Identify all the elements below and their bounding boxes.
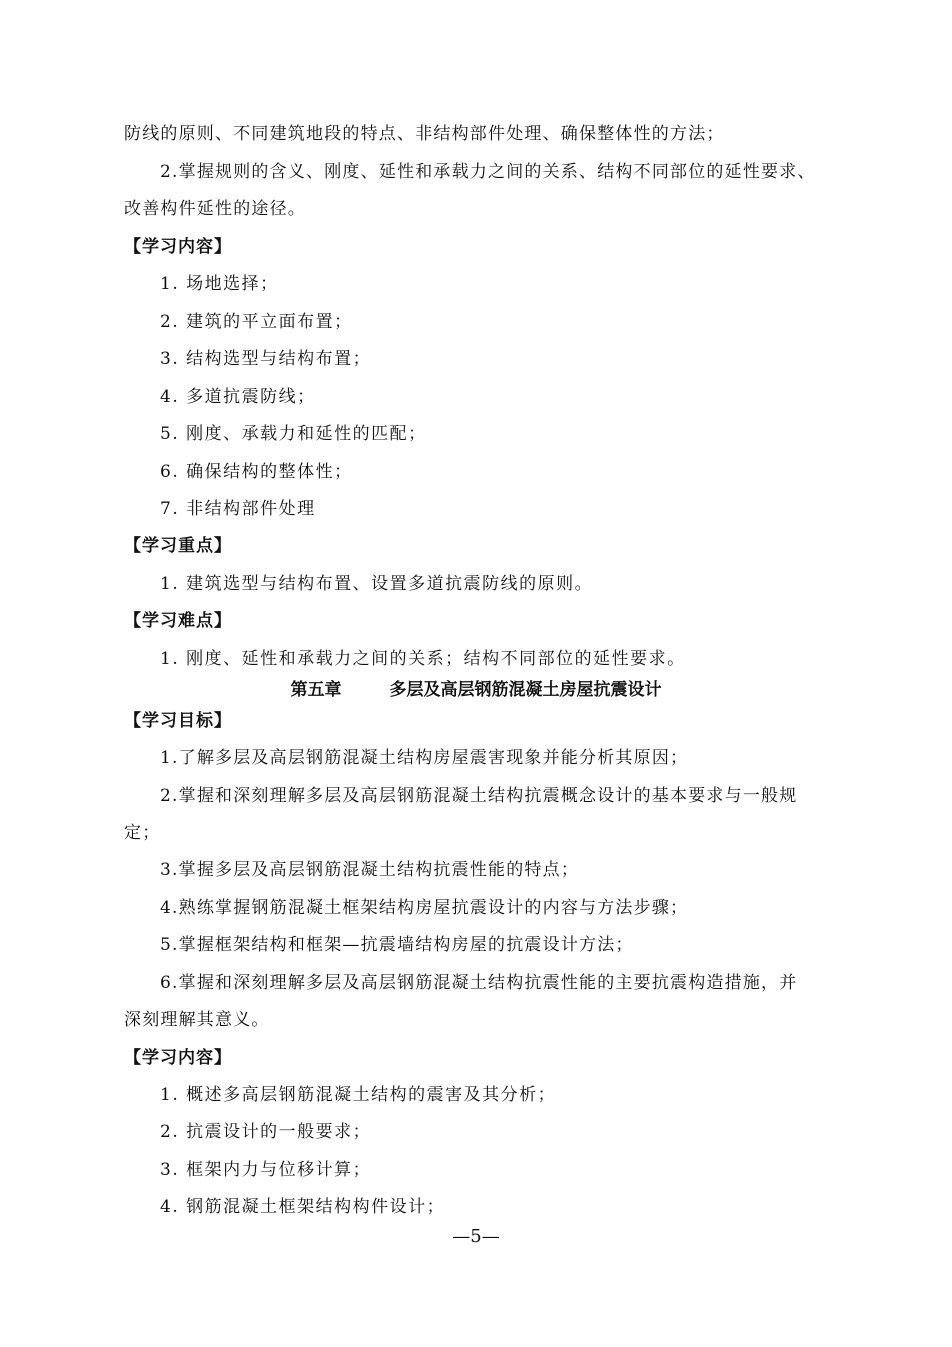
chapter-number: 第五章	[290, 680, 342, 700]
list-item: 1. 刚度、延性和承载力之间的关系；结构不同部位的延性要求。	[160, 649, 686, 669]
text-line: 5.掌握框架结构和框架—抗震墙结构房屋的抗震设计方法；	[160, 935, 634, 955]
list-item: 6. 确保结构的整体性；	[160, 462, 353, 482]
page-number: —5—	[452, 1226, 500, 1247]
list-item: 1. 场地选择；	[160, 274, 279, 294]
chapter-title	[0, 678, 952, 702]
text-line: 3.掌握多层及高层钢筋混凝土结构抗震性能的特点；	[160, 860, 580, 880]
text-line: 定；	[124, 823, 161, 843]
section-heading: 【学习内容】	[124, 1048, 232, 1068]
list-item: 3. 结构选型与结构布置；	[160, 349, 372, 369]
text-line: 1.了解多层及高层钢筋混凝土结构房屋震害现象并能分析其原因；	[160, 748, 689, 768]
text-line: 改善构件延性的途径。	[124, 199, 306, 219]
text-line: 6.掌握和深刻理解多层及高层钢筋混凝土结构抗震性能的主要抗震构造措施，并	[160, 973, 798, 993]
list-item: 1. 概述多高层钢筋混凝土结构的震害及其分析；	[160, 1085, 557, 1105]
section-heading: 【学习内容】	[124, 237, 232, 257]
text-line: 防线的原则、不同建筑地段的特点、非结构部件处理、确保整体性的方法；	[124, 124, 725, 144]
chapter-name: 多层及高层钢筋混凝土房屋抗震设计	[389, 680, 662, 700]
list-item: 4. 多道抗震防线；	[160, 387, 316, 407]
list-item: 2. 建筑的平立面布置；	[160, 312, 353, 332]
list-item: 4. 钢筋混凝土框架结构构件设计；	[160, 1197, 446, 1217]
section-heading: 【学习重点】	[124, 536, 232, 556]
list-item: 1. 建筑选型与结构布置、设置多道抗震防线的原则。	[160, 574, 594, 594]
text-line: 2.掌握规则的含义、刚度、延性和承载力之间的关系、结构不同部位的延性要求、	[160, 162, 816, 182]
list-item: 5. 刚度、承载力和延性的匹配；	[160, 424, 427, 444]
text-line: 4.熟练掌握钢筋混凝土框架结构房屋抗震设计的内容与方法步骤；	[160, 898, 689, 918]
list-item: 3. 框架内力与位移计算；	[160, 1160, 372, 1180]
text-line: 深刻理解其意义。	[124, 1010, 270, 1030]
section-heading: 【学习目标】	[124, 711, 232, 731]
list-item: 7. 非结构部件处理	[160, 499, 316, 519]
section-heading: 【学习难点】	[124, 611, 232, 631]
list-item: 2. 抗震设计的一般要求；	[160, 1122, 372, 1142]
text-line: 2.掌握和深刻理解多层及高层钢筋混凝土结构抗震概念设计的基本要求与一般规	[160, 786, 798, 806]
